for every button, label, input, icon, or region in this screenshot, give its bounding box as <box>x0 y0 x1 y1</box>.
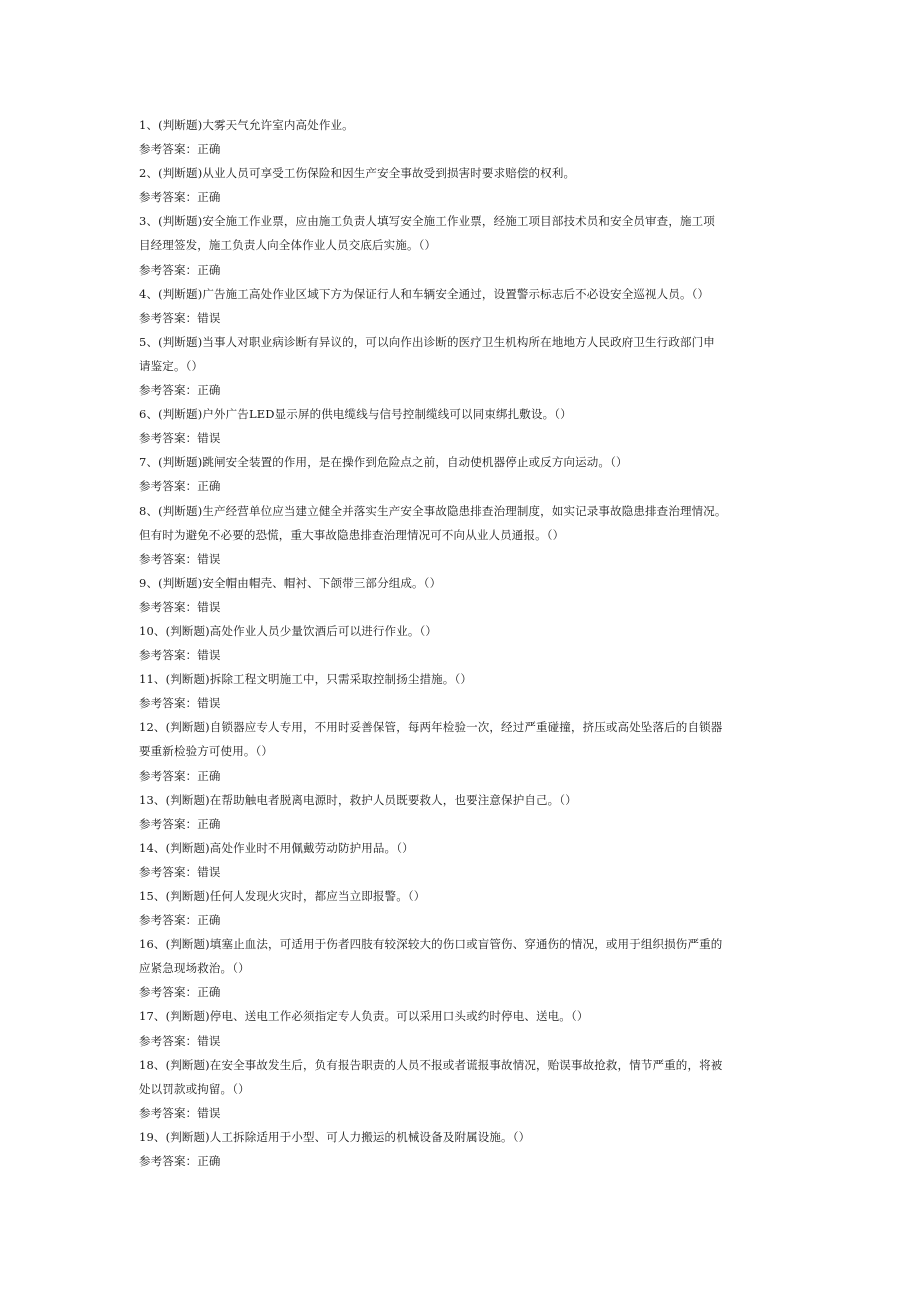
question-item <box>139 667 804 715</box>
question-item <box>139 715 804 787</box>
question-text: 应紧急现场救治。（） <box>139 961 250 976</box>
answer-text: 参考答案：正确 <box>139 190 221 205</box>
answer-text: 参考答案：错误 <box>139 431 221 446</box>
question-text: 处以罚款或拘留。（） <box>139 1081 250 1096</box>
question-item <box>139 330 804 402</box>
answer-text: 参考答案：错误 <box>139 551 221 566</box>
question-item <box>139 619 804 667</box>
question-item <box>139 499 804 571</box>
question-text: 19、(判断题)人工拆除适用于小型、可人力搬运的机械设备及附属设施。（） <box>139 1129 531 1144</box>
question-text: 12、(判断题)自锁器应专人专用，不用时妥善保管，每两年检验一次，经过严重碰撞，挤压或高处坠落后的自锁器 <box>139 720 723 735</box>
question-item <box>139 450 804 498</box>
question-item <box>139 571 804 619</box>
question-text: 5、(判断题)当事人对职业病诊断有异议的，可以向作出诊断的医疗卫生机构所在地地方人民政府卫生行政部门申 <box>139 334 715 349</box>
question-item <box>139 884 804 932</box>
answer-text: 参考答案：正确 <box>139 913 221 928</box>
question-item <box>139 1004 804 1052</box>
answer-text: 参考答案：正确 <box>139 1154 221 1169</box>
document-page <box>139 113 804 1173</box>
question-text: 3、(判断题)安全施工作业票，应由施工负责人填写安全施工作业票，经施工项目部技术员和安全员审查，施工项 <box>139 214 715 229</box>
question-text: 9、(判断题)安全帽由帽壳、帽衬、下颌带三部分组成。（） <box>139 575 442 590</box>
question-text: 但有时为避免不必要的恐慌，重大事故隐患排查治理情况可不向从业人员通报。（） <box>139 527 565 542</box>
question-text: 目经理签发，施工负责人向全体作业人员交底后实施。（） <box>139 238 437 253</box>
answer-text: 参考答案：正确 <box>139 985 221 1000</box>
question-item <box>139 788 804 836</box>
question-text: 13、(判断题)在帮助触电者脱离电源时，救护人员既要救人，也要注意保护自己。（） <box>139 792 577 807</box>
answer-text: 参考答案：错误 <box>139 864 221 879</box>
question-text: 8、(判断题)生产经营单位应当建立健全并落实生产安全事故隐患排查治理制度，如实记录事故隐患排查治理情况。 <box>139 503 727 518</box>
answer-text: 参考答案：正确 <box>139 262 221 277</box>
answer-text: 参考答案：错误 <box>139 1105 221 1120</box>
answer-text: 参考答案：错误 <box>139 648 221 663</box>
question-item <box>139 1125 804 1173</box>
answer-text: 参考答案：错误 <box>139 599 221 614</box>
question-item <box>139 932 804 1004</box>
question-text: 10、(判断题)高处作业人员少量饮酒后可以进行作业。（） <box>139 623 438 638</box>
answer-text: 参考答案：错误 <box>139 310 221 325</box>
question-text: 15、(判断题)任何人发现火灾时，都应当立即报警。（） <box>139 889 426 903</box>
question-text: 7、(判断题)跳闸安全装置的作用，是在操作到危险点之前，自动使机器停止或反方向运动。（） <box>139 455 628 470</box>
answer-text: 参考答案：正确 <box>139 142 221 157</box>
question-text: 2、(判断题)从业人员可享受工伤保险和因生产安全事故受到损害时要求赔偿的权利。 <box>139 166 576 181</box>
question-text: 17、(判断题)停电、送电工作必须指定专人负责。可以采用口头或约时停电、送电。（） <box>139 1009 589 1024</box>
answer-text: 参考答案：正确 <box>139 479 221 494</box>
question-text: 4、(判断题)广告施工高处作业区域下方为保证行人和车辆安全通过，设置警示标志后不必设安全巡视人员。（） <box>139 286 710 301</box>
question-item <box>139 282 804 330</box>
question-text: 请鉴定。（） <box>139 358 204 373</box>
question-text: 要重新检验方可使用。（） <box>139 744 274 759</box>
answer-text: 参考答案：正确 <box>139 768 221 783</box>
question-item <box>139 1053 804 1125</box>
question-text: 1、(判断题)大雾天气允许室内高处作业。 <box>139 118 354 132</box>
answer-text: 参考答案：错误 <box>139 1033 221 1048</box>
answer-text: 参考答案：正确 <box>139 383 221 398</box>
answer-text: 参考答案：正确 <box>139 816 221 831</box>
question-text: 14、(判断题)高处作业时不用佩戴劳动防护用品。（） <box>139 840 414 855</box>
answer-text: 参考答案：错误 <box>139 696 221 711</box>
question-item <box>139 402 804 450</box>
question-item <box>139 836 804 884</box>
question-item <box>139 113 804 161</box>
question-text: 6、(判断题)户外广告LED显示屏的供电缆线与信号控制缆线可以同束绑扎敷设。（） <box>139 407 572 422</box>
question-text: 18、(判断题)在安全事故发生后，负有报告职责的人员不报或者谎报事故情况，贻误事故抢救，情节严重的，将被 <box>139 1057 723 1072</box>
question-text: 11、(判断题)拆除工程文明施工中，只需采取控制扬尘措施。（） <box>139 672 473 687</box>
question-item <box>139 209 804 281</box>
question-text: 16、(判断题)填塞止血法，可适用于伤者四肢有较深较大的伤口或盲管伤、穿通伤的情况，或用于组织损伤严重的 <box>139 937 723 952</box>
question-item <box>139 161 804 209</box>
